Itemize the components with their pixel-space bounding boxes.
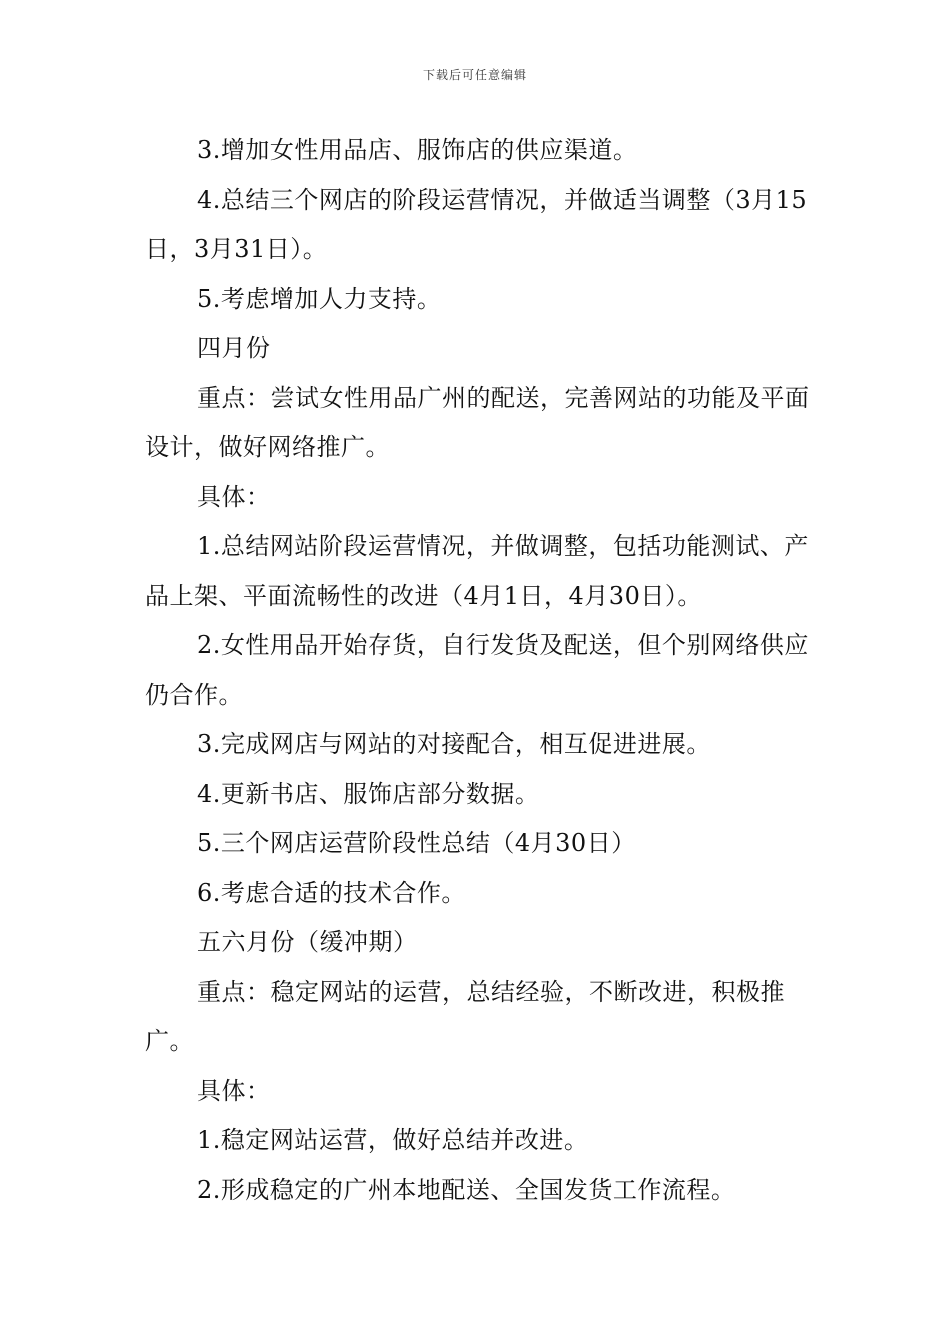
paragraph: 4.更新书店、服饰店部分数据。 [197, 779, 540, 808]
paragraph: 3.增加女性用品店、服饰店的供应渠道。 [197, 136, 638, 164]
header-note: 下载后可任意编辑 [422, 68, 527, 82]
paragraph: 4.总结三个网店的阶段运营情况，并做适当调整（3月15日，3月31日）。 [145, 185, 808, 263]
paragraph: 1.总结网站阶段运营情况，并做调整，包括功能测试、产品上架、平面流畅性的改进（4月1日，4月30日）。 [145, 532, 809, 610]
paragraph: 5.考虑增加人力支持。 [197, 284, 442, 313]
section-heading: 五六月份（缓冲期） [197, 928, 418, 956]
section-heading: 四月份 [197, 334, 271, 362]
paragraph: 3.完成网店与网站的对接配合，相互促进进展。 [197, 730, 711, 758]
document-body [145, 126, 825, 1215]
paragraph: 具体： [197, 482, 271, 511]
paragraph: 6.考虑合适的技术合作。 [197, 878, 466, 907]
paragraph: 具体： [197, 1076, 271, 1105]
paragraph: 2.女性用品开始存货，自行发货及配送，但个别网络供应仍合作。 [145, 631, 809, 709]
paragraph: 2.形成稳定的广州本地配送、全国发货工作流程。 [197, 1175, 736, 1204]
paragraph: 重点：尝试女性用品广州的配送，完善网站的功能及平面设计，做好网络推广。 [145, 383, 810, 461]
paragraph: 5.三个网店运营阶段性总结（4月30日） [197, 829, 636, 857]
paragraph: 重点：稳定网站的运营，总结经验，不断改进，积极推广。 [145, 977, 785, 1055]
paragraph: 1.稳定网站运营，做好总结并改进。 [197, 1126, 589, 1154]
